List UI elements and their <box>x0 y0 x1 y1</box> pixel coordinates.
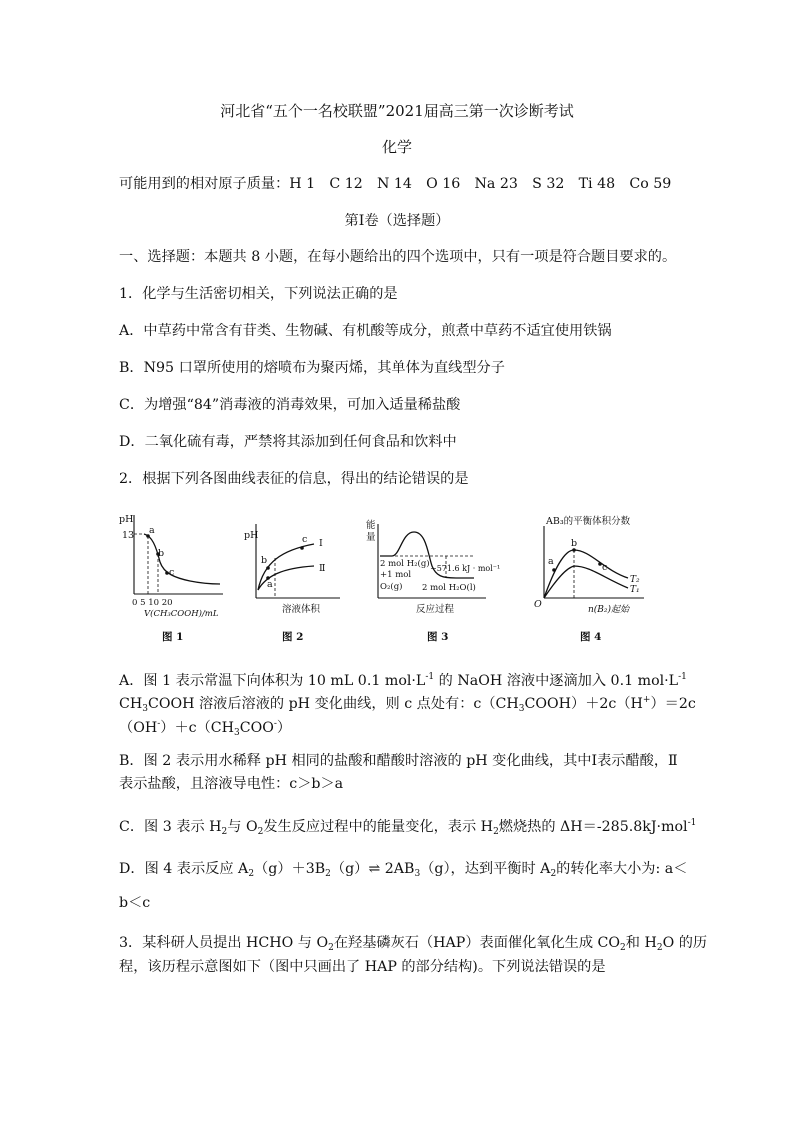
fig4-ylabel: AB₃的平衡体积分数 <box>546 516 631 527</box>
fig4-origin: O <box>534 599 542 610</box>
fig4-t2: T₂ <box>630 575 640 585</box>
q2-option-b-line1: B．图 2 表示用水稀释 pH 相同的盐酸和醋酸时溶液的 pH 变化曲线，其中Ⅰ表示醋酸，Ⅱ <box>119 753 678 769</box>
fig3-caption: 图 3 <box>427 631 449 643</box>
q3-stem-line2: 程，该历程示意图如下（图中只画出了 HAP 的部分结构)。下列说法错误的是 <box>119 959 606 975</box>
q2-option-a-line1: A．图 1 表示常温下向体积为 10 mL 0.1 $mol\cdot L^{-1}$ 的 NaOH 溶液中逐滴加入 0.1 $mol\cdot L^{-1}$ <box>119 672 687 689</box>
fig2-point-c: c <box>302 534 308 545</box>
q2-option-d-line2: b＜c <box>119 895 151 911</box>
section-instruction: 一、选择题：本题共 8 小题，在每小题给出的四个选项中，只有一项是符合题目要求的。 <box>119 249 677 265</box>
fig1-ylabel: pH <box>119 514 134 525</box>
fig2-label-II: Ⅱ <box>319 563 326 574</box>
fig3-ylabel-2: 量 <box>366 532 376 543</box>
fig2-caption: 图 2 <box>282 631 304 643</box>
q1-option-d: D．二氧化硫有毒，严禁将其添加到任何食品和饮料中 <box>119 434 457 450</box>
fig2-ylabel: pH <box>244 530 259 541</box>
fig1-point-c: c <box>169 567 175 578</box>
figure-2 <box>242 510 347 649</box>
fig3-reactant-3: O₂(g) <box>380 582 403 592</box>
fig2-xlabel: 溶液体积 <box>282 604 321 615</box>
fig2-label-I: Ⅰ <box>319 538 323 549</box>
q3-stem-line1: 3．某科研人员提出 HCHO 与 $O_2$在羟基磷灰石（HAP）表面催化氧化生成 $CO_2$和 $H_2O$ 的历 <box>119 935 708 953</box>
fig4-xlabel: n(B₂)起始 <box>588 605 630 615</box>
figure-4 <box>532 510 667 649</box>
fig1-point-a: a <box>149 525 155 536</box>
q2-option-a-line2: $CH_3COOH$ 溶液后溶液的 pH 变化曲线，则 c 点处有：$c(CH_3COOH)+2c(H^+)=2c$ <box>119 695 696 714</box>
q2-option-d-line1: D．图 4 表示反应 $A_2(g)+3B_2(g)\rightleftharpoons$ $2AB_3(g)$，达到平衡时 $A_2$的转化率大小为: a＜ <box>119 861 688 879</box>
q1-option-b: B．N95 口罩所使用的熔喷布为聚丙烯，其单体为直线型分子 <box>119 360 505 376</box>
fig4-caption: 图 4 <box>580 631 602 643</box>
q2-option-c: C．图 3 表示 $H_2$与 $O_2$发生反应过程中的能量变化，表示 $H_2$燃烧热的 ΔH＝-285.8kJ·mol$^{-1}$ <box>119 818 697 837</box>
fig3-delta-h: −571.6 kJ · mol⁻¹ <box>430 564 501 573</box>
fig2-point-a: a <box>267 579 273 590</box>
fig3-reactant-2: +1 mol <box>380 570 412 580</box>
fig1-point-b: b <box>158 548 165 559</box>
fig1-y13: 13 <box>122 530 135 541</box>
fig3-product: 2 mol H₂O(l) <box>422 583 476 593</box>
fig4-point-a: a <box>548 556 554 567</box>
fig3-ylabel-1: 能 <box>366 520 376 531</box>
subject-title: 化学 <box>381 138 412 156</box>
q2-option-a-line3: $(OH^-)+c(CH_3COO^-)$ <box>119 719 292 738</box>
fig3-xlabel: 反应过程 <box>416 604 455 615</box>
exam-title: 河北省“五个一名校联盟”2021届高三第一次诊断考试 <box>220 102 574 120</box>
fig4-point-c: c <box>602 562 608 573</box>
fig3-reactant-1: 2 mol H₂(g) <box>380 559 430 569</box>
q1-stem: 1．化学与生活密切相关，下列说法正确的是 <box>119 286 398 302</box>
q2-option-b-line2: 表示盐酸，且溶液导电性：c＞b＞a <box>119 776 344 792</box>
q2-stem: 2．根据下列各图曲线表征的信息，得出的结论错误的是 <box>119 471 469 487</box>
fig1-xlabel: V(CH₃COOH)/mL <box>144 609 219 619</box>
atomic-masses: 可能用到的相对原子质量：H 1 C 12 N 14 O 16 Na 23 S 32 Ti 48 Co 59 <box>119 176 672 192</box>
q1-option-a: A．中草药中常含有苷类、生物碱、有机酸等成分，煎煮中草药不适宜使用铁锅 <box>119 323 612 339</box>
fig2-point-b: b <box>261 555 268 566</box>
figure-3 <box>364 510 509 649</box>
figure-1 <box>118 510 238 649</box>
fig1-xticks: 0 5 10 20 <box>132 598 173 608</box>
fig4-t1: T₁ <box>630 585 640 595</box>
q1-option-c: C．为增强“84”消毒液的消毒效果，可加入适量稀盐酸 <box>119 397 461 413</box>
fig1-caption: 图 1 <box>162 631 184 643</box>
fig4-point-b: b <box>571 538 578 549</box>
part-title: 第Ⅰ卷（选择题） <box>344 213 450 229</box>
